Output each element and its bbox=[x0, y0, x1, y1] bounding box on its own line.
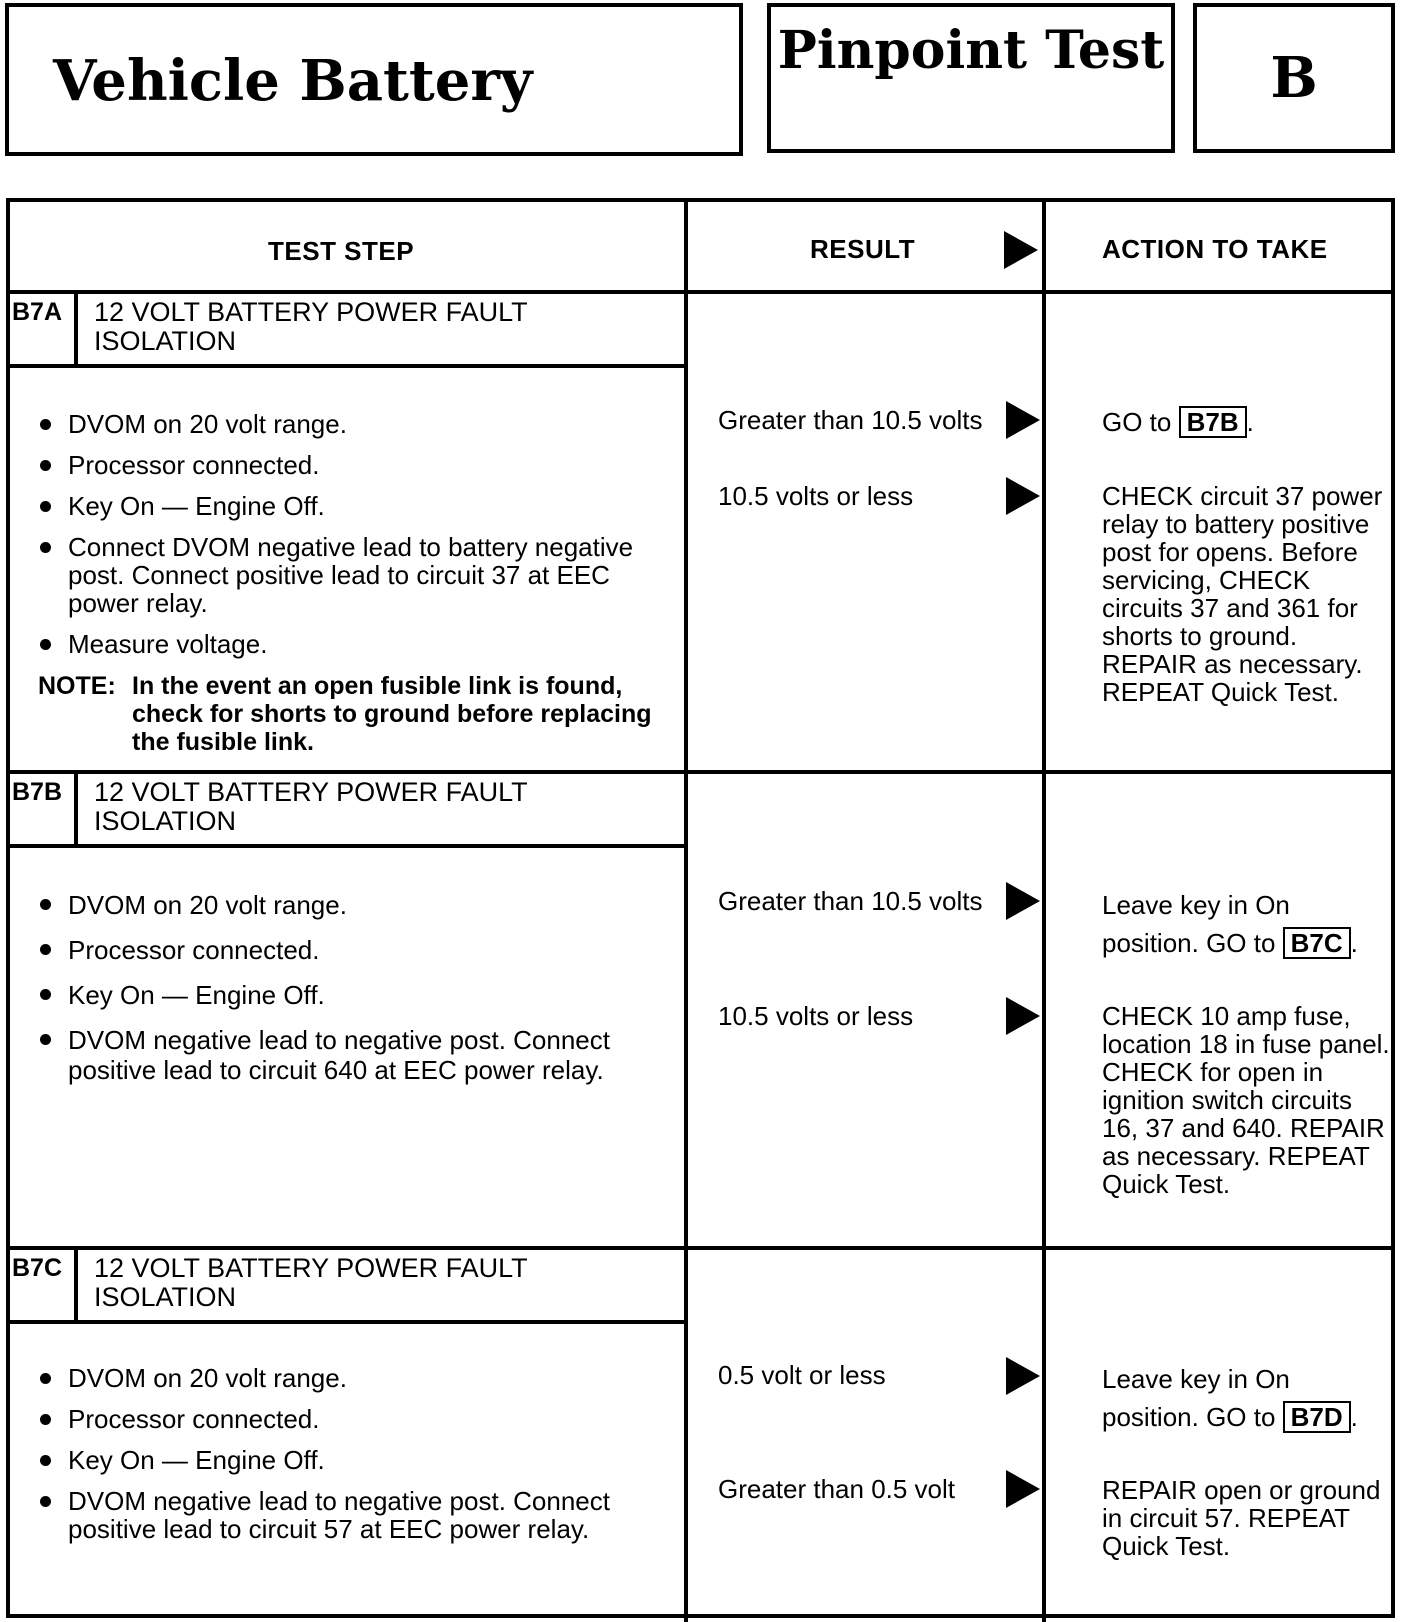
action-prefix: Leave key in On position. GO to bbox=[1102, 890, 1290, 958]
action-text bbox=[1102, 886, 1392, 962]
list-item: DVOM on 20 volt range. bbox=[38, 1364, 678, 1392]
action-text bbox=[1102, 406, 1392, 438]
test-type-label: Pinpoint Test bbox=[777, 20, 1165, 81]
list-item: Processor connected. bbox=[38, 935, 678, 965]
column-divider bbox=[684, 202, 688, 1622]
result-text: 10.5 volts or less bbox=[718, 481, 914, 511]
list-item: Processor connected. bbox=[38, 1405, 678, 1433]
test-letter-box bbox=[1193, 3, 1395, 153]
list-item: Connect DVOM negative lead to battery negative post. Connect positive lead to circuit 37 at EEC power relay. bbox=[38, 533, 678, 617]
step-reference-b7b[interactable]: B7B bbox=[1179, 406, 1247, 438]
step-instructions bbox=[38, 890, 678, 1098]
title-box bbox=[5, 3, 743, 156]
action-text: REPAIR open or ground in circuit 57. REPEAT Quick Test. bbox=[1102, 1475, 1381, 1561]
action-suffix: . bbox=[1350, 928, 1358, 958]
step-id-divider bbox=[74, 1250, 78, 1324]
list-item: Key On — Engine Off. bbox=[38, 1446, 678, 1474]
step-id: B7A bbox=[12, 298, 63, 326]
step-header-b7a bbox=[10, 294, 684, 368]
step-id-divider bbox=[74, 294, 78, 368]
result-text: Greater than 10.5 volts bbox=[718, 886, 983, 916]
step-instructions bbox=[38, 1364, 678, 1556]
list-item: DVOM negative lead to negative post. Connect positive lead to circuit 57 at EEC power relay. bbox=[38, 1487, 678, 1543]
list-item: Measure voltage. bbox=[38, 630, 678, 658]
arrow-icon bbox=[1006, 997, 1040, 1035]
column-header-result: RESULT bbox=[810, 234, 916, 264]
list-item: Processor connected. bbox=[38, 451, 678, 479]
column-divider bbox=[1042, 202, 1046, 1622]
column-header-test-step: TEST STEP bbox=[268, 236, 415, 266]
action-prefix: GO to bbox=[1102, 407, 1172, 437]
action-suffix: . bbox=[1350, 1402, 1358, 1432]
list-item: DVOM on 20 volt range. bbox=[38, 410, 678, 438]
step-header-b7c bbox=[10, 1250, 684, 1324]
result-text: Greater than 10.5 volts bbox=[718, 405, 983, 435]
arrow-icon bbox=[1006, 401, 1040, 439]
arrow-icon bbox=[1006, 1357, 1040, 1395]
step-id-divider bbox=[74, 774, 78, 848]
note-text: In the event an open fusible link is found, check for shorts to ground before replacing the fusible link. bbox=[132, 672, 652, 756]
arrow-icon bbox=[1006, 1470, 1040, 1508]
action-suffix: . bbox=[1246, 407, 1254, 437]
page-title: Vehicle Battery bbox=[53, 48, 533, 114]
step-title: 12 VOLT BATTERY POWER FAULT ISOLATION bbox=[94, 297, 528, 356]
list-item: DVOM on 20 volt range. bbox=[38, 890, 678, 920]
step-id: B7C bbox=[12, 1254, 63, 1282]
action-prefix: Leave key in On position. GO to bbox=[1102, 1364, 1290, 1432]
list-item: Key On — Engine Off. bbox=[38, 980, 678, 1010]
arrow-icon bbox=[1006, 477, 1040, 515]
step-title: 12 VOLT BATTERY POWER FAULT ISOLATION bbox=[94, 777, 528, 836]
arrow-icon bbox=[1004, 231, 1038, 269]
list-item: Key On — Engine Off. bbox=[38, 492, 678, 520]
step-reference-b7d[interactable]: B7D bbox=[1283, 1401, 1351, 1433]
step-instructions bbox=[38, 410, 678, 671]
result-text: Greater than 0.5 volt bbox=[718, 1474, 956, 1504]
list-item: DVOM negative lead to negative post. Connect positive lead to circuit 640 at EEC power relay. bbox=[38, 1025, 628, 1085]
test-letter: B bbox=[1270, 45, 1318, 111]
step-reference-b7c[interactable]: B7C bbox=[1283, 927, 1351, 959]
result-text: 10.5 volts or less bbox=[718, 1001, 914, 1031]
test-table bbox=[6, 198, 1395, 1618]
result-text: 0.5 volt or less bbox=[718, 1360, 886, 1390]
action-text: CHECK circuit 37 power relay to battery positive post for opens. Before servicing, CHECK circuits 37 and 361 for shorts to ground. REPAIR as necessary. REPEAT Quick Test. bbox=[1102, 481, 1383, 707]
action-text: CHECK 10 amp fuse, location 18 in fuse panel. CHECK for open in ignition switch circuits 16, 37 and 640. REPAIR as necessary. REPEAT Quick Test. bbox=[1102, 1001, 1390, 1199]
step-header-b7b bbox=[10, 774, 684, 848]
column-header-action: ACTION TO TAKE bbox=[1102, 234, 1328, 264]
step-note bbox=[38, 672, 658, 756]
action-text bbox=[1102, 1360, 1392, 1436]
test-type-box bbox=[767, 3, 1175, 153]
step-id: B7B bbox=[12, 778, 63, 806]
note-label: NOTE: bbox=[38, 672, 116, 700]
step-title: 12 VOLT BATTERY POWER FAULT ISOLATION bbox=[94, 1253, 528, 1312]
arrow-icon bbox=[1006, 882, 1040, 920]
